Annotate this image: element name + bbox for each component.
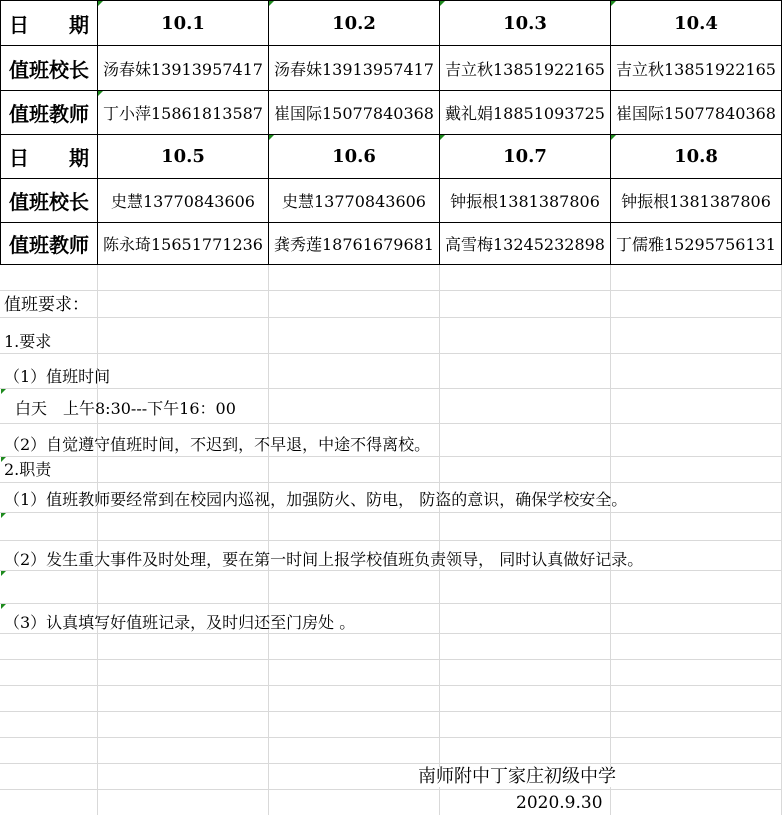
duty-item: （3）认真填写好值班记录，及时归还至门房处 。 <box>4 613 356 632</box>
duty-schedule-table <box>0 0 782 265</box>
duty-item: （1）值班教师要经常到在校园内巡视，加强防火、防电， 防盗的意识，确保学校安全。 <box>4 490 628 509</box>
section-duties: 2.职责 <box>4 460 52 479</box>
teacher-cell[interactable]: 崔国际15077840368 <box>611 91 782 135</box>
grid-row-line <box>0 633 782 634</box>
date-cell[interactable]: 10.2 <box>269 1 440 46</box>
principal-cell[interactable]: 汤春妹13913957417 <box>269 46 440 91</box>
grid-row-line <box>0 353 782 354</box>
date-cell[interactable]: 10.5 <box>98 135 269 179</box>
principal-cell[interactable]: 汤春妹13913957417 <box>98 46 269 91</box>
grid-row-line <box>0 603 782 604</box>
grid-row-line <box>0 763 782 764</box>
principal-cell[interactable]: 吉立秋13851922165 <box>611 46 782 91</box>
teacher-label: 值班教师 <box>1 223 98 265</box>
grid-row-line <box>0 512 782 513</box>
principal-cell[interactable]: 钟振根1381387806 <box>440 179 611 223</box>
section-requirements: 1.要求 <box>4 332 52 351</box>
grid-row-line <box>0 789 782 790</box>
teacher-cell[interactable]: 龚秀莲18761679681 <box>269 223 440 265</box>
date-cell[interactable]: 10.4 <box>611 1 782 46</box>
principal-cell[interactable]: 吉立秋13851922165 <box>440 46 611 91</box>
duty-item: （2）发生重大事件及时处理，要在第一时间上报学校值班负责领导， 同时认真做好记录。 <box>4 550 644 569</box>
cell-marker <box>1 513 6 518</box>
teacher-row <box>1 91 782 135</box>
cell-marker <box>1 571 6 576</box>
principal-cell[interactable]: 史慧13770843606 <box>269 179 440 223</box>
grid-row-line <box>0 540 782 541</box>
requirement-item: （1）值班时间 <box>4 367 111 386</box>
teacher-row <box>1 223 782 265</box>
teacher-label: 值班教师 <box>1 91 98 135</box>
grid-row-line <box>0 737 782 738</box>
school-name: 南师附中丁家庄初级中学 <box>418 766 616 787</box>
date-cell[interactable]: 10.6 <box>269 135 440 179</box>
grid-row-line <box>0 659 782 660</box>
teacher-cell[interactable]: 陈永琦15651771236 <box>98 223 269 265</box>
date-header: 日 期 <box>1 1 98 46</box>
principal-cell[interactable]: 钟振根1381387806 <box>611 179 782 223</box>
date-cell[interactable]: 10.7 <box>440 135 611 179</box>
teacher-cell[interactable]: 丁小萍15861813587 <box>98 91 269 135</box>
document-date: 2020.9.30 <box>516 793 603 813</box>
principal-row <box>1 179 782 223</box>
grid-row-line <box>0 685 782 686</box>
requirement-detail: 白天 上午8:30---下午16：00 <box>15 399 236 418</box>
teacher-cell[interactable]: 丁儒雅15295756131 <box>611 223 782 265</box>
grid-row-line <box>0 290 782 291</box>
principal-cell[interactable]: 史慧13770843606 <box>98 179 269 223</box>
date-cell[interactable]: 10.3 <box>440 1 611 46</box>
grid-row-line <box>0 456 782 457</box>
principal-row <box>1 46 782 91</box>
grid-row-line <box>0 570 782 571</box>
date-row <box>1 1 782 46</box>
teacher-cell[interactable]: 高雪梅13245232898 <box>440 223 611 265</box>
date-cell[interactable]: 10.8 <box>611 135 782 179</box>
date-row <box>1 135 782 179</box>
cell-marker <box>1 389 6 394</box>
teacher-cell[interactable]: 戴礼娟18851093725 <box>440 91 611 135</box>
grid-row-line <box>0 482 782 483</box>
grid-row-line <box>0 423 782 424</box>
grid-row-line <box>0 388 782 389</box>
requirements-title: 值班要求： <box>4 295 89 315</box>
grid-row-line <box>0 711 782 712</box>
requirement-item: （2）自觉遵守值班时间，不迟到，不早退，中途不得离校。 <box>4 435 431 454</box>
date-header: 日 期 <box>1 135 98 179</box>
principal-label: 值班校长 <box>1 46 98 91</box>
date-cell[interactable]: 10.1 <box>98 1 269 46</box>
cell-marker <box>1 604 6 609</box>
grid-row-line <box>0 317 782 318</box>
principal-label: 值班校长 <box>1 179 98 223</box>
teacher-cell[interactable]: 崔国际15077840368 <box>269 91 440 135</box>
